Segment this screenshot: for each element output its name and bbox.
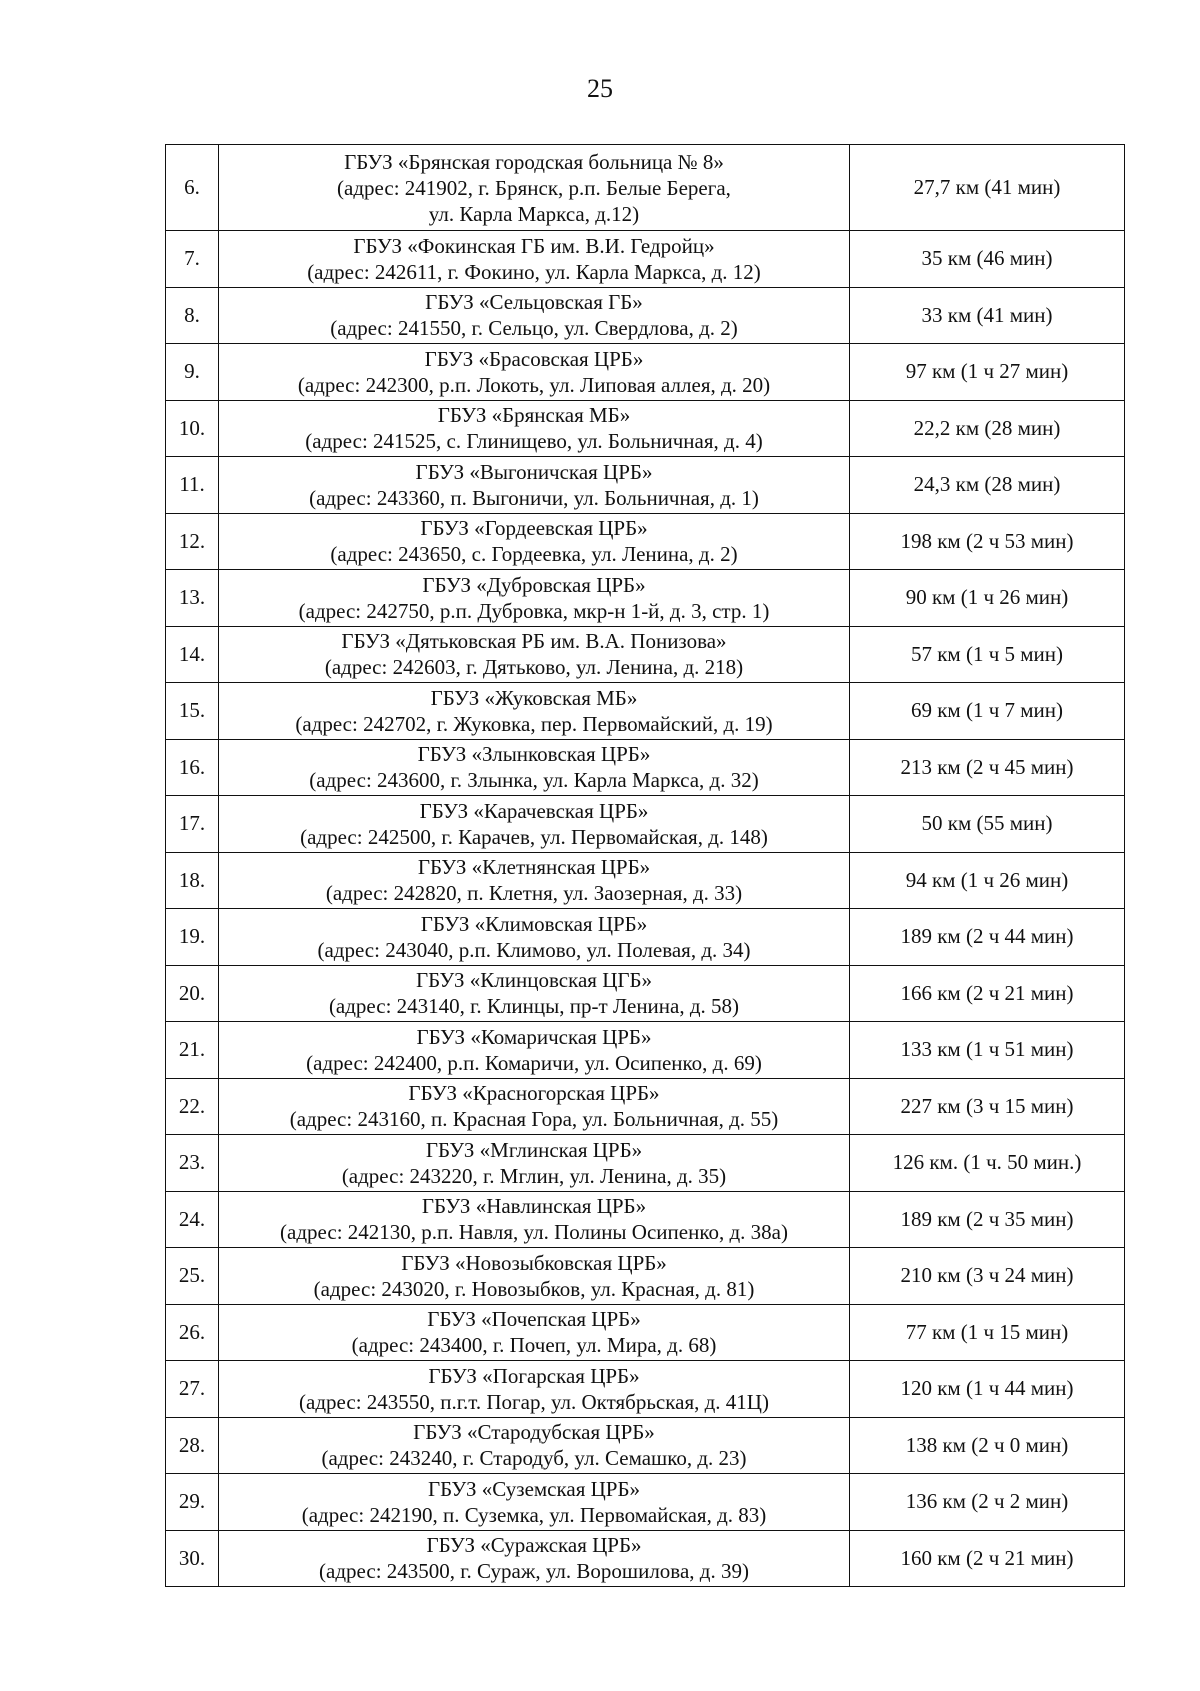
institution-cell xyxy=(219,1248,850,1305)
table-row xyxy=(166,457,1125,514)
institution-name: ГБУЗ «Брасовская ЦРБ» xyxy=(424,346,644,371)
institution-cell xyxy=(219,909,850,966)
institution-name: ГБУЗ «Суражская ЦРБ» xyxy=(426,1533,642,1558)
table-row xyxy=(166,852,1125,909)
institution-address: (адрес: 243140, г. Клинцы, пр-т Ленина, д. 58) xyxy=(328,994,740,1019)
row-number: 10. xyxy=(166,400,219,457)
table-row xyxy=(166,1248,1125,1305)
table-row xyxy=(166,1417,1125,1474)
distance-cell: 160 км (2 ч 21 мин) xyxy=(850,1530,1125,1587)
row-number: 16. xyxy=(166,739,219,796)
row-number: 17. xyxy=(166,796,219,853)
row-number: 11. xyxy=(166,457,219,514)
table-row xyxy=(166,1078,1125,1135)
distance-cell: 166 км (2 ч 21 мин) xyxy=(850,965,1125,1022)
institution-address: (адрес: 242611, г. Фокино, ул. Карла Маркса, д. 12) xyxy=(307,259,761,284)
institution-cell xyxy=(219,145,850,231)
institution-name: ГБУЗ «Навлинская ЦРБ» xyxy=(421,1194,647,1219)
distance-cell: 69 км (1 ч 7 мин) xyxy=(850,683,1125,740)
institution-cell xyxy=(219,1417,850,1474)
distance-cell: 94 км (1 ч 26 мин) xyxy=(850,852,1125,909)
institution-address: (адрес: 242400, р.п. Комаричи, ул. Осипенко, д. 69) xyxy=(306,1050,762,1075)
institution-cell xyxy=(219,513,850,570)
institution-address: (адрес: 243360, п. Выгоничи, ул. Больничная, д. 1) xyxy=(309,485,759,510)
row-number: 22. xyxy=(166,1078,219,1135)
distance-cell: 210 км (3 ч 24 мин) xyxy=(850,1248,1125,1305)
table-row xyxy=(166,683,1125,740)
institution-address: (адрес: 242500, г. Карачев, ул. Первомайская, д. 148) xyxy=(300,824,768,849)
institution-name: ГБУЗ «Фокинская ГБ им. В.И. Гедройц» xyxy=(353,233,715,258)
institution-name: ГБУЗ «Дубровская ЦРБ» xyxy=(422,572,646,597)
institution-cell xyxy=(219,1078,850,1135)
institution-cell xyxy=(219,570,850,627)
table-row xyxy=(166,400,1125,457)
row-number: 26. xyxy=(166,1304,219,1361)
institution-address: (адрес: 241525, с. Глинищево, ул. Больничная, д. 4) xyxy=(305,429,763,454)
page-number: 25 xyxy=(587,74,613,103)
institution-cell xyxy=(219,1474,850,1531)
institution-cell xyxy=(219,796,850,853)
institution-address: (адрес: 242300, р.п. Локоть, ул. Липовая аллея, д. 20) xyxy=(297,372,771,397)
institution-name: ГБУЗ «Почепская ЦРБ» xyxy=(427,1307,641,1332)
table-row xyxy=(166,344,1125,401)
distance-cell: 189 км (2 ч 35 мин) xyxy=(850,1191,1125,1248)
institution-address: (адрес: 243550, п.г.т. Погар, ул. Октябрьская, д. 41Ц) xyxy=(299,1389,769,1414)
distance-cell: 33 км (41 мин) xyxy=(850,287,1125,344)
table-row xyxy=(166,626,1125,683)
institution-name: ГБУЗ «Сельцовская ГБ» xyxy=(425,290,643,315)
distance-cell: 126 км. (1 ч. 50 мин.) xyxy=(850,1135,1125,1192)
row-number: 30. xyxy=(166,1530,219,1587)
institution-cell xyxy=(219,852,850,909)
institution-cell xyxy=(219,739,850,796)
table-row xyxy=(166,513,1125,570)
institution-address: (адрес: 243220, г. Мглин, ул. Ленина, д. 35) xyxy=(341,1163,727,1188)
row-number: 25. xyxy=(166,1248,219,1305)
distance-cell: 24,3 км (28 мин) xyxy=(850,457,1125,514)
institution-name: ГБУЗ «Брянская МБ» xyxy=(437,403,631,428)
institution-address: (адрес: 242130, р.п. Навля, ул. Полины Осипенко, д. 38а) xyxy=(280,1220,788,1245)
table-body xyxy=(166,145,1125,1587)
institution-address: (адрес: 241902, г. Брянск, р.п. Белые Берега, xyxy=(337,175,731,200)
table-row xyxy=(166,1304,1125,1361)
institution-name: ГБУЗ «Мглинская ЦРБ» xyxy=(425,1137,643,1162)
row-number: 20. xyxy=(166,965,219,1022)
institution-name: ГБУЗ «Брянская городская больница № 8» xyxy=(344,149,724,174)
row-number: 9. xyxy=(166,344,219,401)
table-row xyxy=(166,287,1125,344)
table-row xyxy=(166,1361,1125,1418)
institution-cell xyxy=(219,1191,850,1248)
institution-name: ГБУЗ «Красногорская ЦРБ» xyxy=(408,1081,660,1106)
row-number: 24. xyxy=(166,1191,219,1248)
institution-cell xyxy=(219,457,850,514)
institution-address: (адрес: 242190, п. Суземка, ул. Первомайская, д. 83) xyxy=(301,1502,767,1527)
institution-cell xyxy=(219,683,850,740)
distance-cell: 90 км (1 ч 26 мин) xyxy=(850,570,1125,627)
institution-cell xyxy=(219,965,850,1022)
institution-address-continued: ул. Карла Маркса, д.12) xyxy=(428,201,640,226)
institution-cell xyxy=(219,1304,850,1361)
table-row xyxy=(166,965,1125,1022)
distance-cell: 138 км (2 ч 0 мин) xyxy=(850,1417,1125,1474)
row-number: 15. xyxy=(166,683,219,740)
institution-name: ГБУЗ «Суземская ЦРБ» xyxy=(427,1476,641,1501)
table-row xyxy=(166,909,1125,966)
row-number: 29. xyxy=(166,1474,219,1531)
institution-name: ГБУЗ «Жуковская МБ» xyxy=(430,685,638,710)
institution-name: ГБУЗ «Погарская ЦРБ» xyxy=(428,1363,640,1388)
institution-address: (адрес: 243020, г. Новозыбков, ул. Красная, д. 81) xyxy=(313,1276,755,1301)
row-number: 27. xyxy=(166,1361,219,1418)
hospital-table-container xyxy=(165,144,1125,1587)
table-row xyxy=(166,1191,1125,1248)
institution-cell xyxy=(219,400,850,457)
institution-name: ГБУЗ «Злынковская ЦРБ» xyxy=(417,742,651,767)
row-number: 13. xyxy=(166,570,219,627)
institution-name: ГБУЗ «Комаричская ЦРБ» xyxy=(416,1024,652,1049)
table-row xyxy=(166,739,1125,796)
institution-name: ГБУЗ «Карачевская ЦРБ» xyxy=(419,798,649,823)
institution-address: (адрес: 242702, г. Жуковка, пер. Первомайский, д. 19) xyxy=(295,711,773,736)
distance-cell: 136 км (2 ч 2 мин) xyxy=(850,1474,1125,1531)
institution-name: ГБУЗ «Клетнянская ЦРБ» xyxy=(417,855,651,880)
institution-address: (адрес: 243650, с. Гордеевка, ул. Ленина, д. 2) xyxy=(330,542,738,567)
institution-name: ГБУЗ «Климовская ЦРБ» xyxy=(420,911,648,936)
institution-address: (адрес: 242820, п. Клетня, ул. Заозерная, д. 33) xyxy=(325,881,743,906)
distance-cell: 77 км (1 ч 15 мин) xyxy=(850,1304,1125,1361)
institution-cell xyxy=(219,1135,850,1192)
distance-cell: 198 км (2 ч 53 мин) xyxy=(850,513,1125,570)
table-row xyxy=(166,1022,1125,1079)
institution-address: (адрес: 243400, г. Почеп, ул. Мира, д. 68) xyxy=(351,1333,717,1358)
institution-address: (адрес: 242750, р.п. Дубровка, мкр-н 1-й, д. 3, стр. 1) xyxy=(298,598,770,623)
row-number: 6. xyxy=(166,145,219,231)
institution-cell xyxy=(219,1530,850,1587)
row-number: 19. xyxy=(166,909,219,966)
institution-address: (адрес: 241550, г. Сельцо, ул. Свердлова, д. 2) xyxy=(330,316,738,341)
institution-cell xyxy=(219,287,850,344)
institution-cell xyxy=(219,1022,850,1079)
institution-address: (адрес: 243240, г. Стародуб, ул. Семашко, д. 23) xyxy=(321,1446,747,1471)
row-number: 18. xyxy=(166,852,219,909)
institution-name: ГБУЗ «Выгоничская ЦРБ» xyxy=(415,459,653,484)
table-row xyxy=(166,145,1125,231)
distance-cell: 120 км (1 ч 44 мин) xyxy=(850,1361,1125,1418)
table-row xyxy=(166,1530,1125,1587)
distance-cell: 133 км (1 ч 51 мин) xyxy=(850,1022,1125,1079)
institution-name: ГБУЗ «Гордеевская ЦРБ» xyxy=(420,516,648,541)
institution-name: ГБУЗ «Стародубская ЦРБ» xyxy=(413,1420,655,1445)
row-number: 28. xyxy=(166,1417,219,1474)
row-number: 14. xyxy=(166,626,219,683)
table-row xyxy=(166,796,1125,853)
institution-cell xyxy=(219,626,850,683)
institution-name: ГБУЗ «Клинцовская ЦГБ» xyxy=(415,968,653,993)
distance-cell: 97 км (1 ч 27 мин) xyxy=(850,344,1125,401)
institution-cell xyxy=(219,1361,850,1418)
institution-name: ГБУЗ «Новозыбковская ЦРБ» xyxy=(401,1250,667,1275)
hospital-distance-table xyxy=(165,144,1125,1587)
distance-cell: 189 км (2 ч 44 мин) xyxy=(850,909,1125,966)
institution-address: (адрес: 243040, р.п. Климово, ул. Полевая, д. 34) xyxy=(317,937,751,962)
distance-cell: 57 км (1 ч 5 мин) xyxy=(850,626,1125,683)
row-number: 8. xyxy=(166,287,219,344)
distance-cell: 227 км (3 ч 15 мин) xyxy=(850,1078,1125,1135)
row-number: 21. xyxy=(166,1022,219,1079)
distance-cell: 213 км (2 ч 45 мин) xyxy=(850,739,1125,796)
row-number: 23. xyxy=(166,1135,219,1192)
institution-address: (адрес: 242603, г. Дятьково, ул. Ленина, д. 218) xyxy=(324,655,744,680)
institution-cell xyxy=(219,231,850,288)
distance-cell: 35 км (46 мин) xyxy=(850,231,1125,288)
institution-cell xyxy=(219,344,850,401)
row-number: 12. xyxy=(166,513,219,570)
table-row xyxy=(166,1135,1125,1192)
institution-address: (адрес: 243600, г. Злынка, ул. Карла Маркса, д. 32) xyxy=(309,768,759,793)
table-row xyxy=(166,231,1125,288)
table-row xyxy=(166,1474,1125,1531)
institution-address: (адрес: 243160, п. Красная Гора, ул. Больничная, д. 55) xyxy=(289,1107,779,1132)
distance-cell: 22,2 км (28 мин) xyxy=(850,400,1125,457)
distance-cell: 27,7 км (41 мин) xyxy=(850,145,1125,231)
distance-cell: 50 км (55 мин) xyxy=(850,796,1125,853)
institution-address: (адрес: 243500, г. Сураж, ул. Ворошилова, д. 39) xyxy=(319,1559,749,1584)
table-row xyxy=(166,570,1125,627)
institution-name: ГБУЗ «Дятьковская РБ им. В.А. Понизова» xyxy=(341,629,727,654)
row-number: 7. xyxy=(166,231,219,288)
